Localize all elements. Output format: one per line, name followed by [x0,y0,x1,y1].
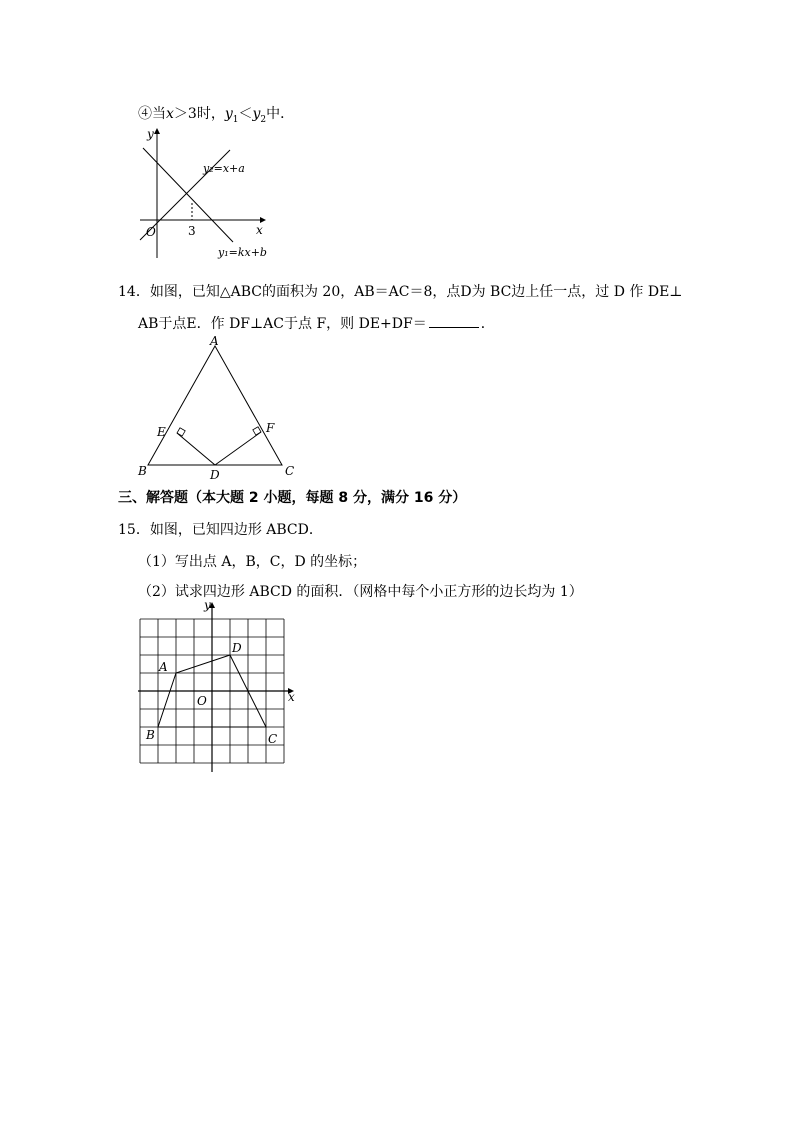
question-text: AB于点E．作 DF⊥AC于点 F，则 DE+DF＝ [138,316,427,332]
section-heading: 三、解答题（本大题 2 小题，每题 8 分，满分 16 分） [118,490,467,506]
q14-line2 [138,313,495,333]
line-y1-label: y₁=kx+b [218,246,267,259]
text-fragment: ＜ [238,106,253,122]
right-angle-mark-f [253,427,261,435]
q15-stem [118,519,323,539]
variable-x: x [166,106,174,122]
vertex-b-label: B [138,464,147,478]
question-text: 如图，已知四边形 ABCD． [149,522,323,538]
figure-grid-quadrilateral [130,600,310,775]
q14-line1 [118,281,682,301]
question-number: 14． [118,284,150,300]
question-text: 如图，已知△ABC的面积为 20，AB＝AC＝8，点D为 BC边上任一点，过 D 作 DE⊥ [149,284,683,300]
y-axis-label: y [204,598,211,612]
segment-de [177,433,215,465]
vertex-d-label: D [232,641,242,655]
text-fragment: 当 [152,106,166,122]
point-f-label: F [266,421,275,435]
subscript: 1 [232,114,239,125]
segment-df [215,432,261,465]
q15-part2: （2）试求四边形 ABCD 的面积．（网格中每个小正方形的边长均为 1） [138,584,583,600]
circled-number: ④ [138,106,152,122]
variable-y2: y [252,106,261,122]
point-e-label: E [157,425,166,439]
figure-linear-functions [130,128,280,263]
vertex-a-label: A [210,334,219,348]
vertex-b-label: B [146,728,155,742]
y-axis-arrow [154,128,160,134]
origin-label: O [197,694,207,708]
y-axis-label: y [147,127,154,141]
line-y2-label: y₂=x+a [203,162,245,175]
variable-y1: y [224,106,233,122]
question-text: ． [480,316,495,332]
tick-label-3: 3 [188,224,196,238]
figure-triangle [135,335,305,480]
q15-part1: （1）写出点 A，B，C，D 的坐标； [138,554,367,570]
point-d-label: D [210,468,220,482]
origin-label: O [146,225,156,239]
vertex-a-label: A [159,660,168,674]
vertex-c-label: C [268,732,278,746]
vertex-c-label: C [285,464,295,478]
text-fragment: 中． [266,106,295,122]
item4-text [138,103,294,125]
answer-blank [429,315,479,328]
triangle-abc [148,346,282,465]
x-axis-label: x [256,223,263,237]
text-fragment: ＞3时， [173,106,225,122]
question-number: 15． [118,522,150,538]
subscript: 2 [260,114,267,125]
right-angle-mark-e [177,428,185,436]
x-axis-label: x [288,690,295,704]
